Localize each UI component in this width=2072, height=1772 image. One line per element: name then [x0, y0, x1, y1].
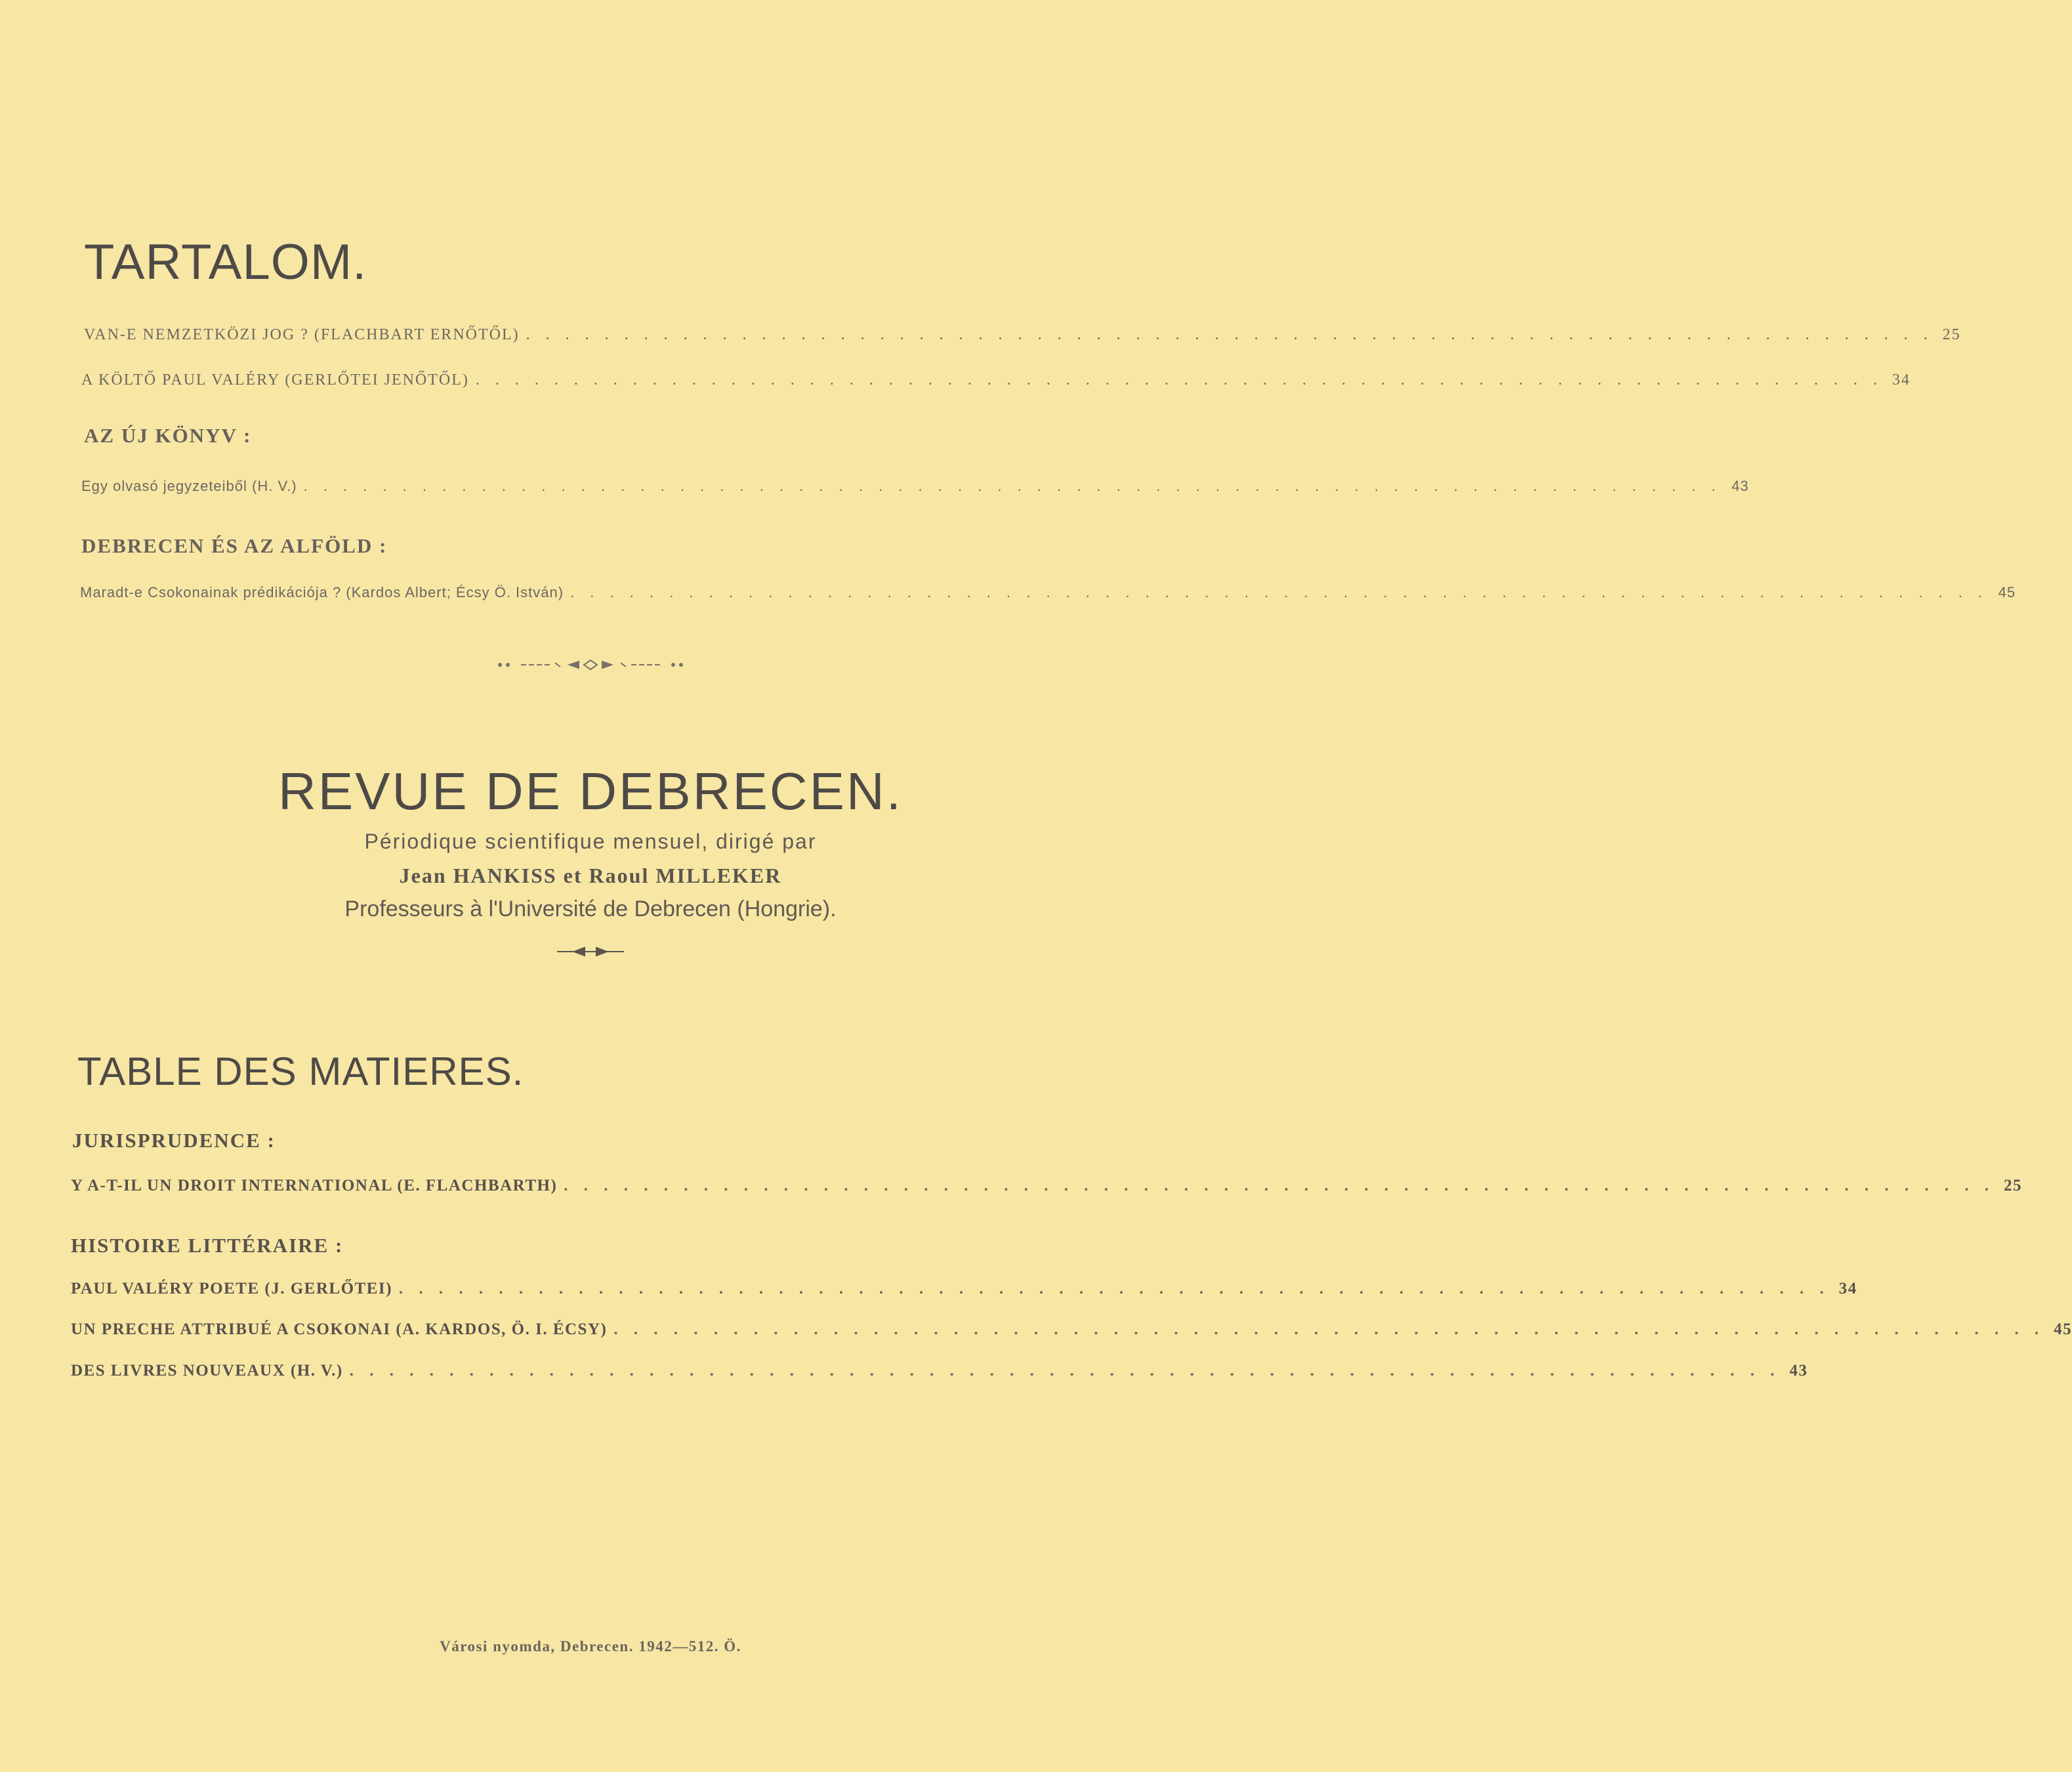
revue-title: REVUE DE DEBRECEN. [278, 762, 903, 820]
dot-leader: . . . . . . . . . . . . . . . . . . . . . . . . . . . . . . . . . . . . . . . . . . . . . . . . . . . . . . . . . . . . . . . . . . . . . . . . [475, 371, 1883, 389]
toc-entry [81, 371, 1911, 389]
dot-leader: . . . . . . . . . . . . . . . . . . . . . . . . . . . . . . . . . . . . . . . . . . . . . . . . . . . . . . . . . . . . . . . . . . . . . . . . [398, 1280, 1830, 1297]
dot-leader: . . . . . . . . . . . . . . . . . . . . . . . . . . . . . . . . . . . . . . . . . . . . . . . . . . . . . . . . . . . . . . . . . . . . . . . . [570, 584, 1989, 601]
toc-entry-title: A KÖLTŐ PAUL VALÉRY (GERLŐTEI JENŐTŐL) [81, 371, 469, 389]
revue-editors: Jean HANKISS et Raoul MILLEKER [399, 864, 782, 887]
toc-entry-page: 25 [1942, 326, 1961, 343]
section-heading: JURISPRUDENCE : [72, 1129, 276, 1152]
toc-entry-page: 25 [2004, 1177, 2023, 1194]
printer-colophon: Városi nyomda, Debrecen. 1942—512. Ö. [440, 1638, 741, 1655]
revue-subtitle: Périodique scientifique mensuel, dirigé par [364, 830, 817, 853]
small-ornament [0, 945, 1181, 958]
toc-entry-title: Egy olvasó jegyzeteiből (H. V.) [81, 478, 297, 494]
ornament-divider [0, 656, 1181, 673]
section-heading: HISTOIRE LITTÉRAIRE : [71, 1234, 344, 1257]
toc-entry-page: 34 [1838, 1280, 1857, 1297]
dot-leader: . . . . . . . . . . . . . . . . . . . . . . . . . . . . . . . . . . . . . . . . . . . . . . . . . . . . . . . . . . . . . . . . . . . . . . . . [349, 1362, 1781, 1380]
toc-entry [71, 1320, 2072, 1339]
toc-entry [71, 1362, 1808, 1380]
toc-entry-title: UN PRECHE ATTRIBUÉ A CSOKONAI (A. KARDOS, Ö. I. ÉCSY) [71, 1320, 608, 1338]
toc-entry-page: 34 [1892, 371, 1911, 389]
french-toc-title: TABLE DES MATIERES. [77, 1049, 524, 1093]
dot-leader: . . . . . . . . . . . . . . . . . . . . . . . . . . . . . . . . . . . . . . . . . . . . . . . . . . . . . . . . . . . . . . . . . . . . . . . . [613, 1320, 2045, 1338]
arrow-flourish-icon [554, 945, 627, 958]
dot-leader: . . . . . . . . . . . . . . . . . . . . . . . . . . . . . . . . . . . . . . . . . . . . . . . . . . . . . . . . . . . . . . . . . . . . . . . . [564, 1177, 1995, 1194]
toc-entry-title: Maradt-e Csokonainak prédikációja ? (Kardos Albert; Écsy Ö. István) [80, 584, 564, 601]
toc-entry [84, 326, 1961, 344]
toc-entry-page: 43 [1731, 478, 1749, 494]
toc-entry [80, 584, 2016, 601]
dot-leader: . . . . . . . . . . . . . . . . . . . . . . . . . . . . . . . . . . . . . . . . . . . . . . . . . . . . . . . . . . . . . . . . . . . . . . . . [526, 326, 1934, 343]
toc-entry-title: Y A-T-IL UN DROIT INTERNATIONAL (E. FLACHBARTH) [71, 1177, 558, 1194]
revue-affiliation: Professeurs à l'Université de Debrecen (Hongrie). [344, 897, 837, 921]
toc-entry-title: PAUL VALÉRY POETE (J. GERLŐTEI) [71, 1280, 392, 1297]
section-heading: AZ ÚJ KÖNYV : [84, 424, 252, 447]
toc-entry [71, 1177, 2023, 1195]
toc-entry [81, 478, 1749, 495]
hungarian-toc-title: TARTALOM. [84, 234, 367, 290]
dot-leader: . . . . . . . . . . . . . . . . . . . . . . . . . . . . . . . . . . . . . . . . . . . . . . . . . . . . . . . . . . . . . . . . . . . . . . . . [303, 478, 1722, 494]
decorative-flourish-icon [492, 656, 689, 673]
toc-entry-title: VAN-E NEMZETKÖZI JOG ? (FLACHBART ERNŐTŐL) [84, 326, 520, 343]
toc-entry-page: 45 [1998, 584, 2016, 601]
toc-entry [71, 1280, 1857, 1298]
toc-entry-page: 45 [2054, 1320, 2072, 1338]
section-heading: DEBRECEN ÉS AZ ALFÖLD : [81, 534, 388, 557]
toc-entry-page: 43 [1789, 1362, 1808, 1380]
toc-entry-title: DES LIVRES NOUVEAUX (H. V.) [71, 1362, 343, 1380]
